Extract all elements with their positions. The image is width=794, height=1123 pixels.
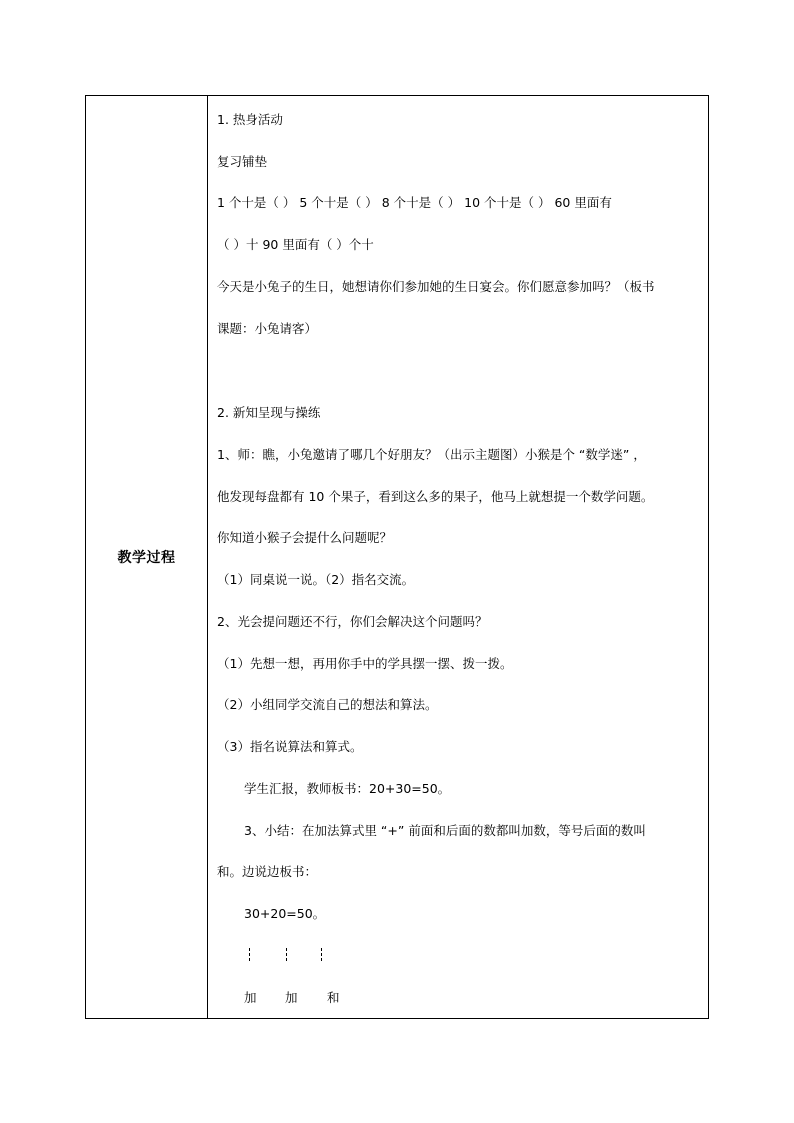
step-2-item-2: （2）小组同学交流自己的想法和算法。: [217, 697, 438, 712]
intro-paragraph-line-1: 今天是小兔子的生日，她想请你们参加她的生日宴会。你们愿意参加吗？（板书: [217, 279, 655, 294]
step-1-line-1: 1、师：瞧，小兔邀请了哪几个好朋友？（出示主题图）小猴是个 “数学迷” ，: [217, 447, 646, 462]
summary-line-1: 3、小结：在加法算式里 “+” 前面和后面的数都叫加数，等号后面的数叫: [244, 823, 646, 838]
tick-mark-3: [321, 946, 322, 962]
section-heading-warmup: 1. 热身活动: [217, 112, 283, 127]
row-label: 教学过程: [117, 550, 176, 566]
step-2-item-1: （1）先想一想，再用你手中的学具摆一摆、拨一拨。: [217, 656, 513, 671]
lesson-plan-table: [85, 95, 709, 1019]
tick-mark-2: [286, 946, 287, 962]
term-label-addend-2: 加: [285, 990, 298, 1005]
equation-example: 30+20=50。: [244, 906, 326, 921]
row-label-cell: [86, 96, 208, 1018]
review-exercise-line-1: 1 个十是（ ） 5 个十是（ ） 8 个十是（ ） 10 个十是（ ） 60 里面有: [217, 195, 612, 210]
term-label-addend-1: 加: [244, 990, 257, 1005]
summary-line-2: 和。边说边板书：: [217, 864, 318, 879]
subheading-review: 复习铺垫: [217, 154, 268, 169]
step-1-line-3: 你知道小猴子会提什么问题呢？: [217, 530, 393, 545]
student-report: 学生汇报，教师板书：20+30=50。: [244, 781, 451, 796]
intro-paragraph-line-2: 课题：小兔请客）: [217, 321, 318, 336]
step-1-line-2: 他发现每盘都有 10 个果子，看到这么多的果子，他马上就想提一个数学问题。: [217, 489, 654, 504]
step-2-question: 2、光会提问题还不行，你们会解决这个问题吗？: [217, 614, 488, 629]
content-cell: [208, 96, 708, 1018]
step-1-activities: （1）同桌说一说。（2）指名交流。: [217, 572, 415, 587]
step-2-item-3: （3）指名说算法和算式。: [217, 739, 363, 754]
review-exercise-line-2: （ ）十 90 里面有（ ）个十: [217, 237, 374, 252]
tick-mark-1: [249, 946, 250, 962]
term-label-sum: 和: [327, 990, 340, 1005]
section-heading-new-knowledge: 2. 新知呈现与操练: [217, 405, 321, 420]
